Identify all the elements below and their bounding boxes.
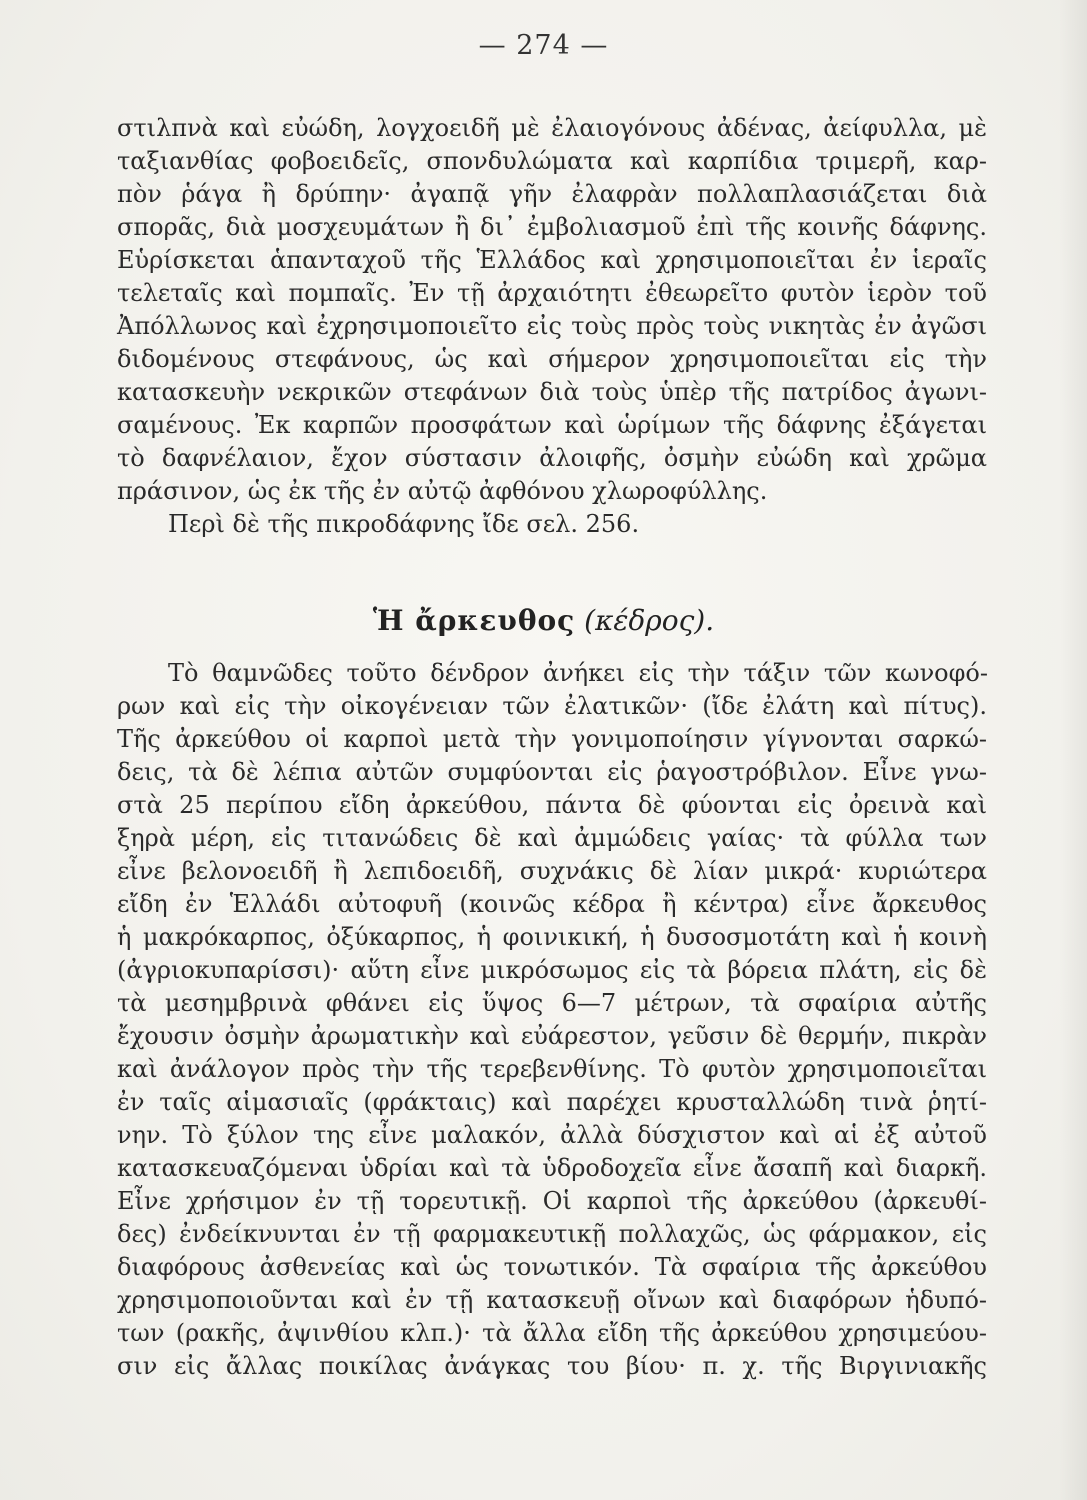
text-line: ἡ μακρόκαρπος, ὀξύκαρπος, ἡ φοινικική, ἡ δυσοσμοτάτη καὶ ἡ κοινὴ — [117, 923, 987, 951]
text-line: δες) ἐνδείκνυνται ἐν τῇ φαρμακευτικῇ πολλαχῶς, ὡς φάρμακον, εἰς — [117, 1220, 987, 1248]
text-line: ταξιανθίας φοβοειδεῖς, σπονδυλώματα καὶ καρπίδια τριμερῆ, καρ- — [117, 147, 987, 175]
text-line: νην. Τὸ ξύλον της εἶνε μαλακόν, ἀλλὰ δύσχιστον καὶ αἱ ἐξ αὐτοῦ — [117, 1121, 987, 1149]
section-heading — [0, 601, 1087, 641]
text-line: ἔχουσιν ὀσμὴν ἀρωματικὴν καὶ εὐάρεστον, γεῦσιν δὲ θερμήν, πικρὰν — [117, 1022, 987, 1050]
text-line: ξηρὰ μέρη, εἰς τιτανώδεις δὲ καὶ ἀμμώδεις γαίας· τὰ φύλλα των — [117, 824, 987, 852]
text-line: κατασκευὴν νεκρικῶν στεφάνων διὰ τοὺς ὑπὲρ τῆς πατρίδος ἀγωνι- — [117, 378, 987, 406]
text-line: εἴδη ἐν Ἑλλάδι αὐτοφυῆ (κοινῶς κέδρα ἢ κέντρα) εἶνε ἄρκευθος — [117, 890, 987, 918]
page-edge-shadow — [1059, 0, 1087, 1500]
text-line: στιλπνὰ καὶ εὐώδη, λογχοειδῆ μὲ ἐλαιογόνους ἀδένας, ἀείφυλλα, μὲ — [117, 114, 987, 142]
text-line: τὰ μεσημβρινὰ φθάνει εἰς ὕψος 6—7 μέτρων, τὰ σφαίρια αὐτῆς — [117, 989, 987, 1017]
text-line: τὸ δαφνέλαιον, ἔχον σύστασιν ἀλοιφῆς, ὀσμὴν εὐώδη καὶ χρῶμα — [117, 444, 987, 472]
text-line: εἶνε βελονοειδῆ ἢ λεπιδοειδῆ, συχνάκις δὲ λίαν μικρά· κυριώτερα — [117, 857, 987, 885]
text-line: Εἶνε χρήσιμον ἐν τῇ τορευτικῇ. Οἱ καρποὶ τῆς ἀρκεύθου (ἀρκευθί- — [117, 1187, 987, 1215]
text-line: των (ρακῆς, ἀψινθίου κλπ.)· τὰ ἄλλα εἴδη τῆς ἀρκεύθου χρησιμεύου- — [117, 1319, 987, 1347]
text-line: σιν εἰς ἄλλας ποικίλας ἀνάγκας του βίου· π. χ. τῆς Βιργινιακῆς — [117, 1352, 987, 1380]
text-line: ρων καὶ εἰς τὴν οἰκογένειαν τῶν ἐλατικῶν· (ἴδε ἐλάτη καὶ πίτυς). — [117, 692, 987, 720]
text-line: ἐν ταῖς αἱμασιαῖς (φράκταις) καὶ παρέχει κρυσταλλώδη τινὰ ῥητί- — [117, 1088, 987, 1116]
text-line: Ἀπόλλωνος καὶ ἐχρησιμοποιεῖτο εἰς τοὺς πρὸς τοὺς νικητὰς ἐν ἀγῶσι — [117, 312, 987, 340]
text-line: τελεταῖς καὶ πομπαῖς. Ἐν τῇ ἀρχαιότητι ἐθεωρεῖτο φυτὸν ἱερὸν τοῦ — [117, 279, 987, 307]
text-line: πράσινον, ὡς ἐκ τῆς ἐν αὐτῷ ἀφθόνου χλωροφύλλης. — [117, 477, 768, 505]
text-line: διδομένους στεφάνους, ὡς καὶ σήμερον χρησιμοποιεῖται εἰς τὴν — [117, 345, 987, 373]
cross-reference-line: Περὶ δὲ τῆς πικροδάφνης ἴδε σελ. 256. — [168, 510, 640, 538]
text-line: (ἀγριοκυπαρίσσι)· αὕτη εἶνε μικρόσωμος εἰς τὰ βόρεια πλάτη, εἰς δὲ — [117, 956, 987, 984]
text-line: καὶ ἀνάλογον πρὸς τὴν τῆς τερεβενθίνης. Τὸ φυτὸν χρησιμοποιεῖται — [117, 1055, 987, 1083]
text-line: σαμένους. Ἐκ καρπῶν προσφάτων καὶ ὡρίμων τῆς δάφνης ἐξάγεται — [117, 411, 987, 439]
text-line: κατασκευαζόμεναι ὑδρίαι καὶ τὰ ὑδροδοχεῖα εἶνε ἄσαπῆ καὶ διαρκῆ. — [117, 1154, 987, 1182]
text-line: Τὸ θαμνῶδες τοῦτο δένδρον ἀνήκει εἰς τὴν τάξιν τῶν κωνοφό- — [168, 659, 988, 687]
text-line: στὰ 25 περίπου εἴδη ἀρκεύθου, πάντα δὲ φύονται εἰς ὀρεινὰ καὶ — [117, 791, 987, 819]
text-line: χρησιμοποιοῦνται καὶ ἐν τῇ κατασκευῇ οἴνων καὶ διαφόρων ἡδυπό- — [117, 1286, 987, 1314]
text-line: διαφόρους ἀσθενείας καὶ ὡς τονωτικόν. Τὰ σφαίρια τῆς ἀρκεύθου — [117, 1253, 987, 1281]
text-line: δεις, τὰ δὲ λέπια αὐτῶν συμφύονται εἰς ῥαγοστρόβιλον. Εἶνε γνω- — [117, 758, 987, 786]
heading-title: Ἡ ἄρκευθος — [372, 604, 576, 637]
text-line: σπορᾶς, διὰ μοσχευμάτων ἢ δι᾽ ἐμβολιασμοῦ ἐπὶ τῆς κοινῆς δάφνης. — [117, 213, 987, 241]
text-line: Εὑρίσκεται ἁπανταχοῦ τῆς Ἑλλάδος καὶ χρησιμοποιεῖται ἐν ἱεραῖς — [117, 246, 987, 274]
heading-alt-name: (κέδρος). — [584, 604, 715, 637]
text-line: πὸν ῥάγα ἢ δρύπην· ἀγαπᾷ γῆν ἐλαφρὰν πολλαπλασιάζεται διὰ — [117, 180, 987, 208]
text-line: Τῆς ἀρκεύθου οἱ καρποὶ μετὰ τὴν γονιμοποίησιν γίγνονται σαρκώ- — [117, 725, 987, 753]
page-number: — 274 — — [478, 30, 609, 61]
